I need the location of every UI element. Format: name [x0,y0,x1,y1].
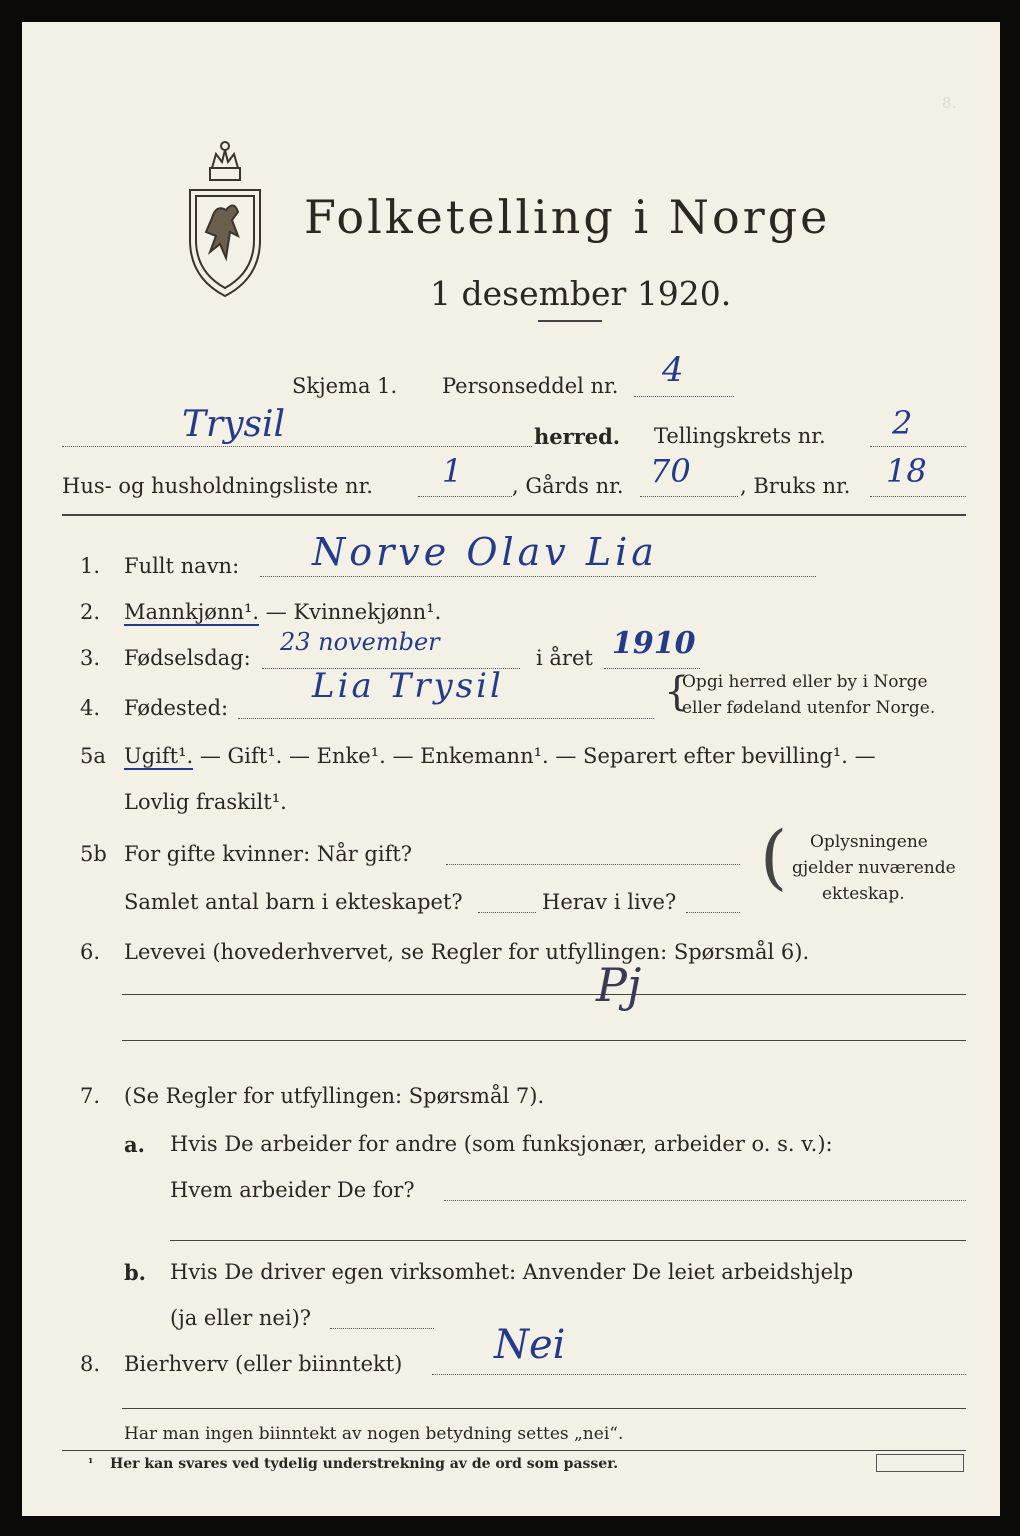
q5b-label1: For gifte kvinner: Når gift? [124,842,413,866]
q5a-line2: Lovlig fraskilt¹. [124,790,287,814]
q8-label: Bierhverv (eller biinntekt) [124,1352,403,1376]
footnote-mark: ¹ [88,1456,94,1470]
printer-stamp-icon [876,1454,964,1472]
q7a-answer-line [444,1200,966,1201]
q1-number: 1. [80,554,101,578]
q8-line [432,1374,966,1375]
q7b-line2: (ja eller nei)? [170,1306,312,1330]
q5a-number: 5a [80,744,106,768]
q5b-line3 [686,912,740,913]
q7a-letter: a. [124,1132,145,1157]
q5b-note-line1: Oplysningene [810,832,928,852]
gards-value: 70 [650,452,691,490]
q5a-ugift: Ugift¹. [124,744,194,768]
header-divider [62,514,966,516]
gards-label: , Gårds nr. [512,474,624,498]
q7b-line1: Hvis De driver egen virksomhet: Anvender De leiet arbeidshjelp [170,1260,854,1284]
hus-value: 1 [442,452,463,490]
tellingskrets-line [870,446,966,447]
q2-options [124,600,441,624]
q4-label: Fødested: [124,696,229,720]
tellingskrets-label: Tellingskrets nr. [654,424,826,448]
q5b-brace: ( [760,816,788,898]
hus-label: Hus- og husholdningsliste nr. [62,474,373,498]
q3-year-value: 1910 [612,626,696,661]
q4-note-line2: eller fødeland utenfor Norge. [682,698,936,718]
q6-number: 6. [80,940,101,964]
q7a-line2: Hvem arbeider De for? [170,1178,415,1202]
q5b-line1 [446,864,740,865]
q7b-answer-line [330,1328,434,1329]
q3-number: 3. [80,646,101,670]
q6-line2 [122,1040,966,1041]
q5b-label3: Herav i live? [542,890,677,914]
title-divider [538,320,602,322]
q4-line [238,718,654,719]
q8-value: Nei [494,1322,566,1368]
census-date: 1 desember 1920. [430,274,732,313]
q4-note-line1: Opgi herred eller by i Norge [682,672,928,692]
herred-line [62,446,532,447]
tellingskrets-value: 2 [892,404,913,442]
q4-number: 4. [80,696,101,720]
q4-value: Lia Trysil [312,666,504,706]
q5b-number: 5b [80,842,107,866]
q7-label: (Se Regler for utfyllingen: Spørsmål 7). [124,1084,545,1108]
coat-of-arms-icon [182,140,268,300]
q5b-note-line2: gjelder nuværende [792,858,956,878]
q5b-label2: Samlet antal barn i ekteskapet? [124,890,463,914]
biinntekt-note: Har man ingen biinntekt av nogen betydning settes „nei“. [124,1424,624,1444]
q7b-letter: b. [124,1260,146,1285]
herred-label: herred. [534,424,621,449]
q4-brace: { [664,669,690,715]
q1-label: Fullt navn: [124,554,240,578]
q3-label: Fødselsdag: [124,646,251,670]
q1-line [260,576,816,577]
skjema-label: Skjema 1. [292,374,398,398]
herred-value: Trysil [182,404,286,445]
q8-line2 [122,1408,966,1409]
form-title: Folketelling i Norge [304,190,831,244]
q2-female: Kvinnekjønn¹. [293,600,442,624]
personseddel-value: 4 [662,350,684,390]
q7a-answer-line2 [170,1240,966,1241]
gards-line [640,496,738,497]
footnote-text: Her kan svares ved tydelig understrekning av de ord som passer. [110,1456,619,1472]
personseddel-label: Personseddel nr. [442,374,619,398]
bruks-line [870,496,966,497]
q6-label: Levevei (hovederhvervet, se Regler for utfyllingen: Spørsmål 6). [124,940,810,964]
bruks-value: 18 [886,452,927,490]
q6-value: Pj [596,958,642,1012]
personseddel-line [634,396,734,397]
footer-divider [62,1450,966,1451]
q7a-line1: Hvis De arbeider for andre (som funksjonær, arbeider o. s. v.): [170,1132,833,1156]
q2-male: Mannkjønn¹. [124,600,260,624]
hus-line [418,496,512,497]
q5b-line2 [478,912,536,913]
q1-value: Norve Olav Lia [312,530,658,574]
q5a-options [124,744,876,768]
q3-value: 23 november [280,628,440,656]
q8-number: 8. [80,1352,101,1376]
q2-number: 2. [80,600,101,624]
census-form [22,22,1000,1516]
q2-separator: — [259,600,294,624]
q3-year-label: i året [536,646,593,670]
q6-line1 [122,994,966,995]
bleed-through-text: 8. [942,94,957,112]
q5b-note-line3: ekteskap. [822,884,905,904]
q5a-rest: — Gift¹. — Enke¹. — Enkemann¹. — Separert efter bevilling¹. — [193,744,876,768]
bruks-label: , Bruks nr. [740,474,851,498]
q7-number: 7. [80,1084,101,1108]
